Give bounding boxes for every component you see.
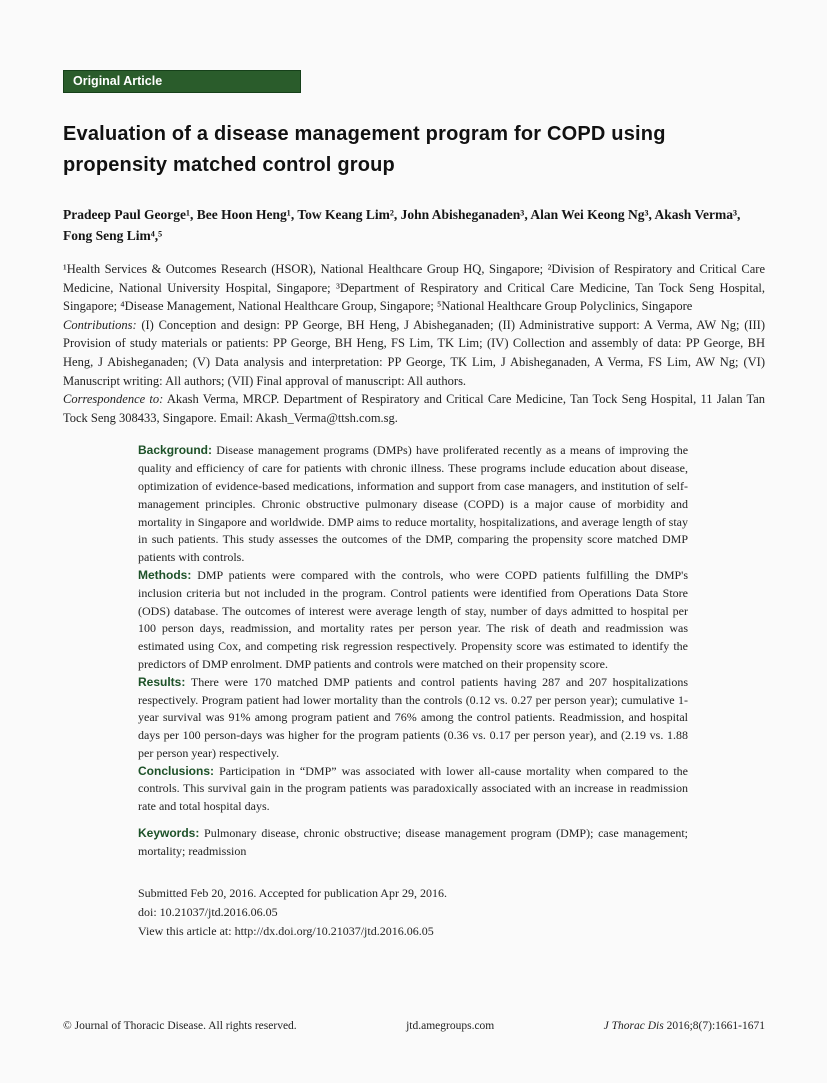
abstract-results-label: Results:: [138, 674, 186, 689]
article-type-badge: Original Article: [63, 70, 301, 93]
contributions: [63, 316, 765, 390]
author-list: Pradeep Paul George¹, Bee Hoon Heng¹, Tow Keang Lim², John Abisheganaden³, Alan Wei Keong Ng³, Akash Verma³, Fong Seng Lim⁴,⁵: [63, 207, 741, 243]
contributions-label: Contributions:: [63, 317, 137, 332]
correspondence: [63, 390, 765, 427]
correspondence-text: Akash Verma, MRCP. Department of Respiratory and Critical Care Medicine, Tan Tock Seng Hospital, 11 Jalan Tan Tock Seng 308433, Singapore. Email: Akash_Verma@ttsh.com.sg.: [63, 392, 766, 425]
abstract-conclusions-text: Participation in “DMP” was associated with lower all-cause mortality when compared to the controls. This survival gain in the program patients was paradoxically associated with an increase in readmission rate and total hospital days.: [138, 763, 689, 814]
keywords: [138, 825, 688, 861]
view-article-link[interactable]: http://dx.doi.org/10.21037/jtd.2016.06.05: [234, 923, 434, 938]
contributions-text: (I) Conception and design: PP George, BH Heng, J Abisheganaden; (II) Administrative support: A Verma, AW Ng; (III) Provision of study materials or patients: PP George, BH Heng, FS Lim, TK Lim; (IV) Collection and assembly of data: PP George, BH Heng, J Abisheganaden; (V) Data analysis and interpretation: PP George, TK Lim, J Abisheganaden, A Verma, FS Lim, AW Ng; (VI) Manuscript writing: All authors; (VII) Final approval of manuscript: All authors.: [63, 317, 766, 388]
front-matter: [63, 260, 765, 427]
footer-site: jtd.amegroups.com: [406, 1020, 495, 1032]
footer-citation-journal: J Thorac Dis: [603, 1020, 664, 1032]
affiliations: ¹Health Services & Outcomes Research (HSOR), National Healthcare Group HQ, Singapore; ²Division of Respiratory and Critical Care Medicine, National University Hospital, Singapore; ³Department of Respiratory and Critical Care Medicine, Tan Tock Seng Hospital, Singapore; ⁴Disease Management, National Healthcare Group, Singapore; ⁵National Healthcare Group Polyclinics, Singapore: [63, 262, 765, 314]
page-title: Evaluation of a disease management program for COPD using propensity matched control group: [63, 123, 666, 176]
footer-citation: [604, 1020, 765, 1032]
abstract-background-text: Disease management programs (DMPs) have proliferated recently as a means of improving the quality and efficiency of care for patients with chronic illness. These programs include education about disease, optimization of evidence-based medications, information and support from case managers, and institution of self-management principles. Chronic obstructive pulmonary disease (COPD) is a major cause of morbidity and mortality in Singapore and worldwide. DMP aims to reduce mortality, hospitalizations, and average length of stay in such patients. This study assesses the outcomes of the DMP, comparing the propensity score matched DMP patients with controls.: [138, 443, 689, 565]
page-footer: [63, 1020, 765, 1032]
keywords-label: Keywords:: [138, 826, 200, 841]
view-article-label: View this article at:: [138, 923, 232, 938]
doi: doi: 10.21037/jtd.2016.06.05: [138, 904, 278, 919]
article-content: [63, 70, 765, 941]
abstract-methods-label: Methods:: [138, 567, 192, 582]
keywords-text: Pulmonary disease, chronic obstructive; disease management program (DMP); case management; mortality; readmission: [138, 826, 688, 858]
abstract-methods-text: DMP patients were compared with the controls, who were COPD patients fulfilling the DMP's inclusion criteria but not included in the program. Control patients were identified from Operations Data Store (ODS) database. The outcomes of interest were average length of stay, number of days admitted to hospital per 100 person days, readmission, and mortality rates per person year. The risk of death and readmission was estimated using Cox, and competing risk regression respectively. Propensity score was estimated to identify the predictors of DMP enrolment. DMP patients and controls were matched on their propensity score.: [138, 567, 688, 671]
abstract-background: [138, 442, 688, 567]
submission-dates: Submitted Feb 20, 2016. Accepted for publication Apr 29, 2016.: [138, 885, 447, 900]
footer-copyright: © Journal of Thoracic Disease. All rights reserved.: [63, 1020, 297, 1032]
abstract-results: [138, 674, 688, 763]
footer-citation-rest: 2016;8(7):1661-1671: [666, 1020, 765, 1032]
article-meta: [138, 884, 688, 941]
abstract: [138, 442, 688, 860]
abstract-conclusions-label: Conclusions:: [138, 763, 215, 778]
abstract-results-text: There were 170 matched DMP patients and control patients having 287 and 207 hospitalizations respectively. Program patient had lower mortality than the controls (0.12 vs. 0.27 per person year); cumulative 1-year survival was 91% among program patient and 76% among the control patients. Readmission, and hospital days per 100 person-days was higher for the program patients (0.36 vs. 0.17 per person year), and (2.19 vs. 1.88 per person year) respectively.: [138, 674, 688, 760]
abstract-methods: [138, 567, 688, 674]
abstract-background-label: Background:: [138, 443, 213, 458]
view-article-line: [138, 922, 688, 941]
abstract-conclusions: [138, 763, 688, 816]
correspondence-label: Correspondence to:: [63, 392, 164, 407]
